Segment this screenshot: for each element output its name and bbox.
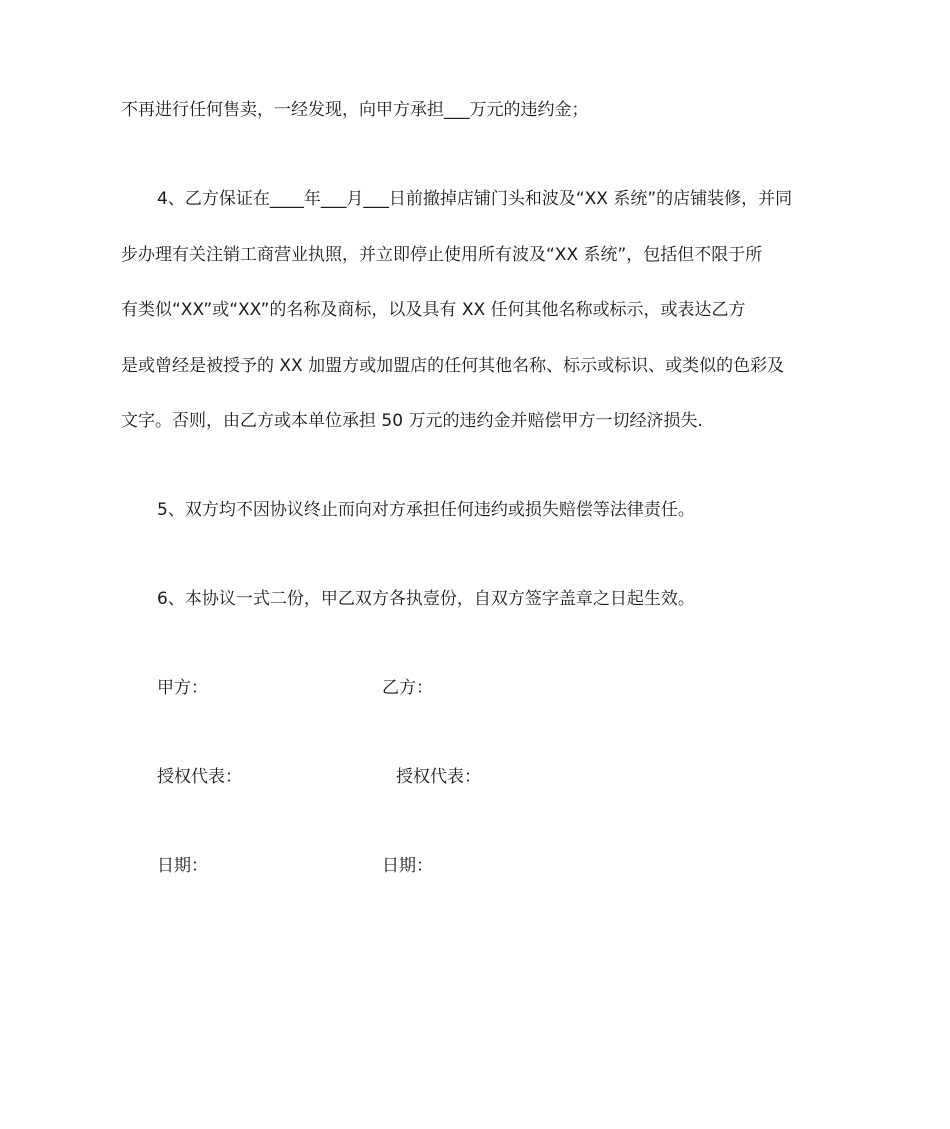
- clause-5: 5、双方均不因协议终止而向对方承担任何违约或损失赔偿等法律责任。: [157, 500, 695, 520]
- party-a-label: 甲方：: [157, 678, 208, 698]
- clause-4-line-1: 4、乙方保证在____年___月___日前撤掉店铺门头和波及“XX 系统”的店铺装修，并同: [157, 189, 793, 209]
- clause-4-line-3: 有类似“XX”或“XX”的名称及商标，以及具有 XX 任何其他名称或标示，或表达乙方: [121, 300, 746, 320]
- clause-4-line-4: 是或曾经是被授予的 XX 加盟方或加盟店的任何其他名称、标示或标识、或类似的色彩及: [121, 356, 785, 376]
- party-b-label: 乙方：: [382, 678, 433, 698]
- clause-4-line-5: 文字。否则，由乙方或本单位承担 50 万元的违约金并赔偿甲方一切经济损失.: [121, 411, 703, 431]
- clause-4-line-2: 步办理有关注销工商营业执照，并立即停止使用所有波及“XX 系统”，包括但不限于所: [121, 245, 763, 265]
- party-b-representative-label: 授权代表：: [396, 767, 481, 787]
- party-b-date-label: 日期：: [382, 856, 433, 876]
- clause-3-continuation: 不再进行任何售卖，一经发现，向甲方承担___万元的违约金；: [121, 100, 589, 120]
- party-a-date-label: 日期：: [157, 856, 208, 876]
- clause-6: 6、本协议一式二份，甲乙双方各执壹份，自双方签字盖章之日起生效。: [157, 589, 695, 609]
- party-a-representative-label: 授权代表：: [157, 767, 242, 787]
